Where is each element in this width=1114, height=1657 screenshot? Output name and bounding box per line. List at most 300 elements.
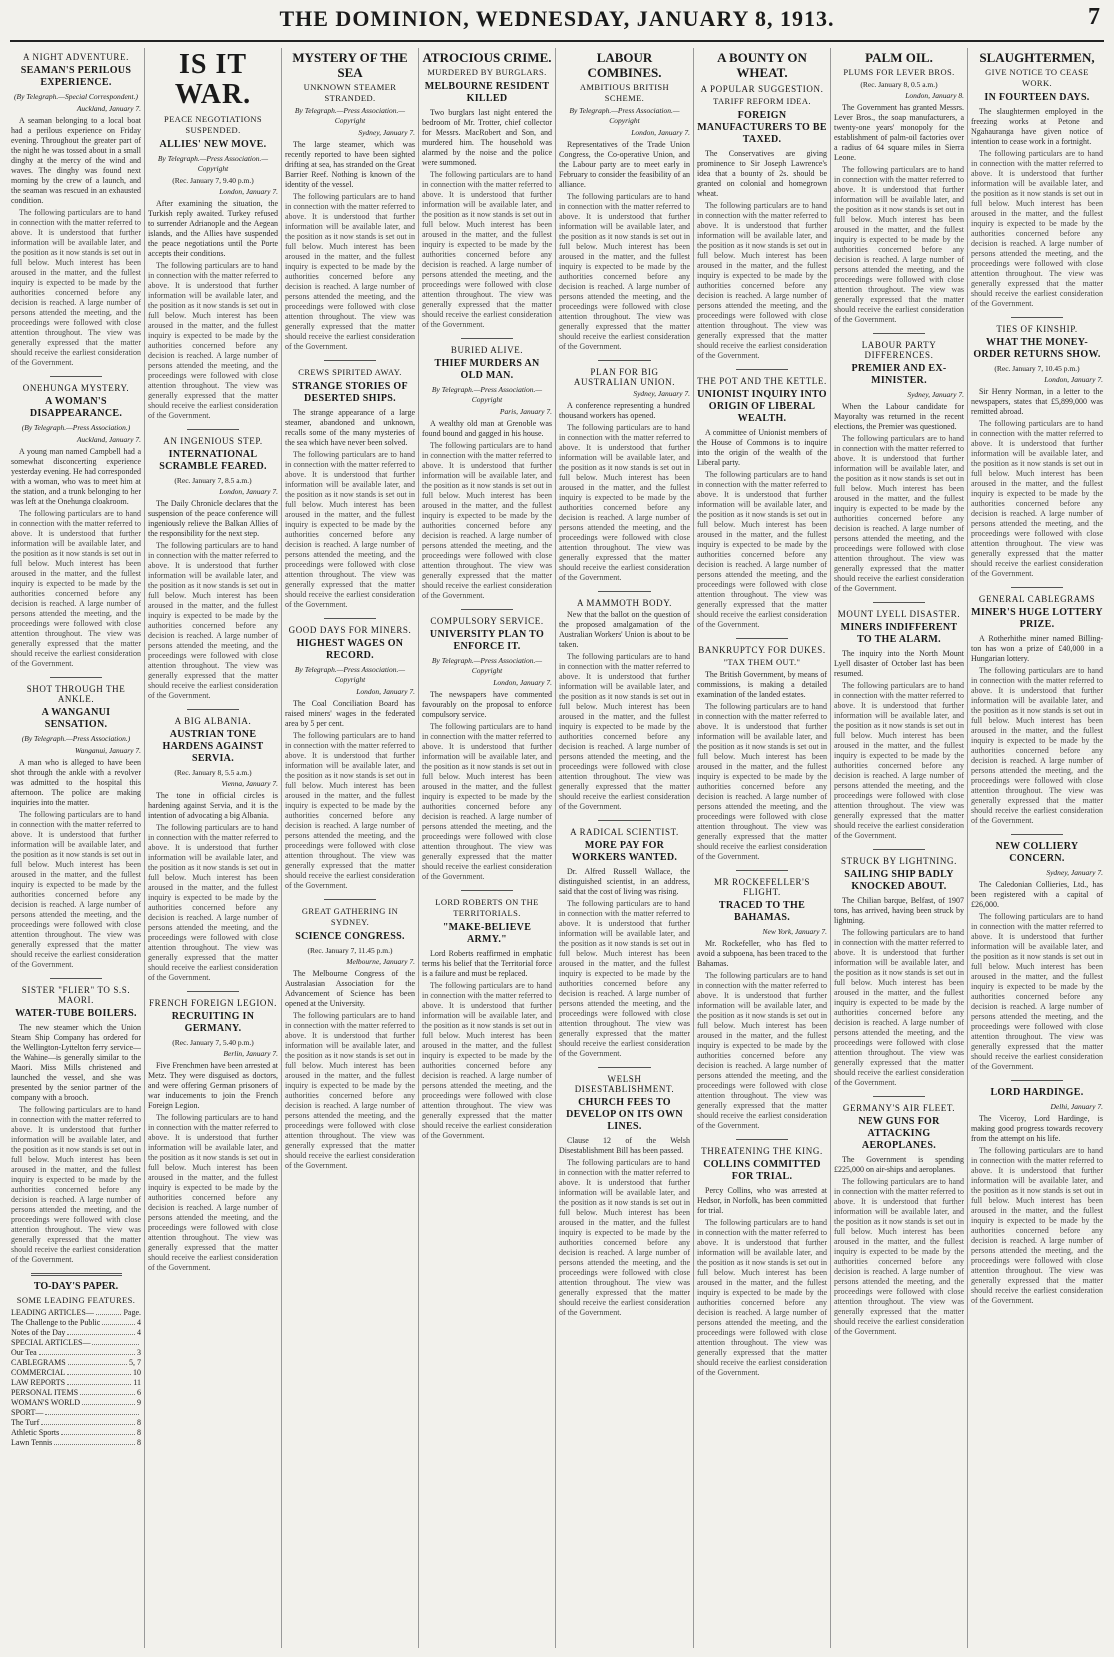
article xyxy=(285,360,415,610)
dateline: Wanganui, January 7. xyxy=(75,746,141,755)
article-body-continued: The following particulars are to hand in connection with the matter referred to above. It is understood that further information will be available later, and the position as it now stands is set out in full below. Much interest has been aroused in the matter, and the fullest inquiry is expected to be made by the authorities concerned before any decision is reached. A large number of persons attended the meeting, and the proceedings were followed with close attention throughout. The view was generally expressed that the matter should receive the earliest consideration of the Government. xyxy=(971,149,1103,308)
article xyxy=(285,618,415,891)
article-heading: CHURCH FEES TO DEVELOP ON ITS OWN LINES. xyxy=(566,1097,683,1132)
article-separator xyxy=(873,602,925,603)
article-body: The Coal Conciliation Board has raised miners' wages in the federated area by 5 per cent. xyxy=(285,699,415,728)
article-heading: PREMIER AND EX-MINISTER. xyxy=(851,363,947,386)
article-body-continued: The following particulars are to hand in connection with the matter referred to above. It is understood that further information will be available later, and the position as it now stands is set out in full below. Much interest has been aroused in the matter, and the fullest inquiry is expected to be made by the authorities concerned before any decision is reached. A large number of persons attended the meeting, and the proceedings were followed with close attention throughout. The view was generally expressed that the matter should receive the earliest consideration of the Government. xyxy=(971,666,1103,825)
article-kicker: GERMANY'S AIR FLEET. xyxy=(842,1103,956,1113)
article-body-continued: The following particulars are to hand in connection with the matter referred to above. It is understood that further information will be available later, and the position as it now stands is set out in full below. Much interest has been aroused in the matter, and the fullest inquiry is expected to be made by the authorities concerned before any decision is reached. A large number of persons attended the meeting, and the proceedings were followed with close attention throughout. The view was generally expressed that the matter should receive the earliest consideration of the Government. xyxy=(559,899,690,1058)
article-body: The tone in official circles is hardening against Servia, and it is the intention of advocating a big Albania. xyxy=(148,791,278,820)
contents-label: SPORT— xyxy=(11,1408,44,1417)
article-separator xyxy=(187,991,239,992)
article xyxy=(697,1139,827,1378)
article-kicker: COMPULSORY SERVICE. xyxy=(430,616,544,626)
article-heading: HIGHEST WAGES ON RECORD. xyxy=(296,638,404,661)
article-heading: MINER'S HUGE LOTTERY PRIZE. xyxy=(971,607,1103,630)
article-body: When the Labour candidate for Mayoralty was returned in the recent elections, the Premier was questioned. xyxy=(834,402,964,431)
article-kicker: MOUNT LYELL DISASTER. xyxy=(837,609,961,619)
wire-credit: By Telegraph.—Press Association.—Copyright xyxy=(569,106,680,125)
article xyxy=(11,376,141,669)
article-body-continued: The following particulars are to hand in connection with the matter referred to above. It is understood that further information will be available later, and the position as it now stands is set out in full below. Much interest has been aroused in the matter, and the fullest inquiry is expected to be made by the authorities concerned before any decision is reached. A large number of persons attended the meeting, and the proceedings were followed with close attention throughout. The view was generally expressed that the matter should receive the earliest consideration of the Government. xyxy=(11,810,141,969)
article-kicker: THREATENING THE KING. xyxy=(701,1146,823,1156)
article-body-continued: The following particulars are to hand in connection with the matter referred to above. It is understood that further information will be available later, and the position as it now stands is set out in full below. Much interest has been aroused in the matter, and the fullest inquiry is expected to be made by the authorities concerned before any decision is reached. A large number of persons attended the meeting, and the proceedings were followed with close attention throughout. The view was generally expressed that the matter should receive the earliest consideration of the Government. xyxy=(834,434,964,593)
article xyxy=(971,50,1103,309)
article-body-continued: The following particulars are to hand in connection with the matter referred to above. It is understood that further information will be available later, and the position as it now stands is set out in full below. Much interest has been aroused in the matter, and the fullest inquiry is expected to be made by the authorities concerned before any decision is reached. A large number of persons attended the meeting, and the proceedings were followed with close attention throughout. The view was generally expressed that the matter should receive the earliest consideration of the Government. xyxy=(422,170,552,329)
contents-row xyxy=(11,1428,141,1438)
contents-leader xyxy=(41,1418,135,1425)
article-kicker: FRENCH FOREIGN LEGION. xyxy=(149,998,277,1008)
article-body-continued: The following particulars are to hand in connection with the matter referred to above. It is understood that further information will be available later, and the position as it now stands is set out in full below. Much interest has been aroused in the matter, and the fullest inquiry is expected to be made by the authorities concerned before any decision is reached. A large number of persons attended the meeting, and the proceedings were followed with close attention throughout. The view was generally expressed that the matter should receive the earliest consideration of the Government. xyxy=(285,192,415,351)
wire-credit: By Telegraph.—Press Association.—Copyright xyxy=(431,385,543,404)
article-heading: ALLIES' NEW MOVE. xyxy=(159,139,267,150)
dateline: Auckland, January 7. xyxy=(76,104,141,113)
article-body: The Government has granted Messrs. Lever Bros., the soap manufacturers, a twenty-one years' monopoly for the establishment of palm-oil factories over a radius of 64 square miles in Sierra Leone. xyxy=(834,103,964,162)
masthead-rule xyxy=(10,40,1104,42)
article-kicker: GENERAL CABLEGRAMS xyxy=(978,594,1096,604)
contents-row xyxy=(11,1418,141,1428)
contents-row xyxy=(11,1328,141,1338)
contents-page: 8 xyxy=(137,1438,141,1447)
headline: ATROCIOUS CRIME. xyxy=(422,50,552,65)
article-body: The inquiry into the North Mount Lyell disaster of October last has been resumed. xyxy=(834,649,964,678)
headline-large: IS IT WAR. xyxy=(174,49,252,110)
article-body-continued: The following particulars are to hand in connection with the matter referred to above. It is understood that further information will be available later, and the position as it now stands is set out in full below. Much interest has been aroused in the matter, and the fullest inquiry is expected to be made by the authorities concerned before any decision is reached. A large number of persons attended the meeting, and the proceedings were followed with close attention throughout. The view was generally expressed that the matter should receive the earliest consideration of the Government. xyxy=(697,201,827,360)
contents-label: PERSONAL ITEMS xyxy=(11,1388,79,1397)
article xyxy=(148,991,278,1273)
dateline: London, January 7. xyxy=(1044,375,1103,384)
article-body: Representatives of the Trade Union Congress, the Co-operative Union, and the Labour party are to meet early in February to consider the feasibility of an alliance. xyxy=(559,140,690,189)
article-separator xyxy=(598,360,650,361)
headline: A BOUNTY ON WHEAT. xyxy=(717,50,807,80)
article-separator xyxy=(736,638,788,639)
article-body-continued: The following particulars are to hand in connection with the matter referred to above. It is understood that further information will be available later, and the position as it now stands is set out in full below. Much interest has been aroused in the matter, and the fullest inquiry is expected to be made by the authorities concerned before any decision is reached. A large number of persons attended the meeting, and the proceedings were followed with close attention throughout. The view was generally expressed that the matter should receive the earliest consideration of the Government. xyxy=(285,731,415,890)
column-6 xyxy=(694,48,831,1648)
article-body-continued: The following particulars are to hand in connection with the matter referred to above. It is understood that further information will be available later, and the position as it now stands is set out in full below. Much interest has been aroused in the matter, and the fullest inquiry is expected to be made by the authorities concerned before any decision is reached. A large number of persons attended the meeting, and the proceedings were followed with close attention throughout. The view was generally expressed that the matter should receive the earliest consideration of the Government. xyxy=(422,722,552,881)
contents-leader xyxy=(102,1318,135,1325)
article-body: Lord Roberts reaffirmed in emphatic terms his belief that the Territorial force is a failure and must be replaced. xyxy=(422,949,552,978)
subheadline: GREAT GATHERING IN SYDNEY. xyxy=(301,906,399,927)
dateline: London, January 7. xyxy=(631,128,690,137)
article-separator xyxy=(461,609,513,610)
contents-label: CABLEGRAMS xyxy=(11,1358,66,1367)
article-heading: INTERNATIONAL SCRAMBLE FEARED. xyxy=(159,449,267,472)
article-body: After examining the situation, the Turkish reply awaited. Turkey refused to surrender Adrianople and the Aegean islands, and the Allies have suspended the peace negotiations until the Porte accepts their conditions. xyxy=(148,199,278,258)
article xyxy=(148,429,278,701)
article-separator xyxy=(1011,317,1064,318)
contents-leader xyxy=(67,1368,131,1375)
subheadline: GIVE NOTICE TO CEASE WORK. xyxy=(985,67,1089,88)
headline: SLAUGHTERMEN, xyxy=(979,50,1095,65)
contents-label: Notes of the Day xyxy=(11,1328,66,1337)
article-body: The slaughtermen employed in the freezing works at Petone and Ngahauranga have given notice of intention to cease work in a fortnight. xyxy=(971,107,1103,146)
contents-label: LEADING ARTICLES— xyxy=(11,1308,94,1317)
contents-title: TO-DAY'S PAPER. xyxy=(33,1281,119,1292)
subheadline: PLUMS FOR LEVER BROS. xyxy=(843,67,955,77)
article-separator xyxy=(1011,587,1064,588)
subheadline: UNKNOWN STEAMER STRANDED. xyxy=(303,82,397,103)
article-body: New that the ballot on the question of the proposed amalgamation of the Australian Workers' Union is about to be taken. xyxy=(559,610,690,649)
contents-row xyxy=(11,1338,141,1348)
article-body-continued: The following particulars are to hand in connection with the matter referred to above. It is understood that further information will be available later, and the position as it now stands is set out in full below. Much interest has been aroused in the matter, and the fullest inquiry is expected to be made by the authorities concerned before any decision is reached. A large number of persons attended the meeting, and the proceedings were followed with close attention throughout. The view was generally expressed that the matter should receive the earliest consideration of the Government. xyxy=(148,261,278,420)
article-kicker: A BIG ALBANIA. xyxy=(174,716,252,726)
contents-leader xyxy=(67,1328,135,1335)
contents-box xyxy=(11,1273,141,1448)
article-body-continued: The following particulars are to hand in connection with the matter referred to above. It is understood that further information will be available later, and the position as it now stands is set out in full below. Much interest has been aroused in the matter, and the fullest inquiry is expected to be made by the authorities concerned before any decision is reached. A large number of persons attended the meeting, and the proceedings were followed with close attention throughout. The view was generally expressed that the matter should receive the earliest consideration of the Government. xyxy=(148,541,278,700)
article-body-continued: The following particulars are to hand in connection with the matter referred to above. It is understood that further information will be available later, and the position as it now stands is set out in full below. Much interest has been aroused in the matter, and the fullest inquiry is expected to be made by the authorities concerned before any decision is reached. A large number of persons attended the meeting, and the proceedings were followed with close attention throughout. The view was generally expressed that the matter should receive the earliest consideration of the Government. xyxy=(559,1158,690,1317)
article-body: Clause 12 of the Welsh Disestablishment Bill has been passed. xyxy=(559,1136,690,1155)
contents-row xyxy=(11,1358,141,1368)
article-body: The newspapers have commented favourably on the proposal to enforce compulsory service. xyxy=(422,690,552,719)
article-kicker: A POPULAR SUGGESTION. xyxy=(700,84,824,94)
contents-label: LAW REPORTS xyxy=(11,1378,66,1387)
article xyxy=(834,333,964,594)
contents-label: Athletic Sports xyxy=(11,1428,60,1437)
article-kicker: ONEHUNGA MYSTERY. xyxy=(22,383,130,393)
dateline: London, January 7. xyxy=(493,678,552,687)
article xyxy=(697,50,827,361)
article-kicker: PLAN FOR BIG AUSTRALIAN UNION. xyxy=(573,367,676,387)
article xyxy=(422,50,552,330)
subheadline: AMBITIOUS BRITISH SCHEME. xyxy=(579,82,670,103)
article-separator xyxy=(50,677,102,678)
article-separator xyxy=(1011,1080,1064,1081)
contents-page: Page. xyxy=(123,1308,141,1317)
article-body: The large steamer, which was recently reported to have been sighted drifting at sea, has stranded on the Great Barrier Reef. Nothing is known of the identity of the vessel. xyxy=(285,140,415,189)
column-3 xyxy=(282,48,419,1648)
article-body-continued: The following particulars are to hand in connection with the matter referred to above. It is understood that further information will be available later, and the position as it now stands is set out in full below. Much interest has been aroused in the matter, and the fullest inquiry is expected to be made by the authorities concerned before any decision is reached. A large number of persons attended the meeting, and the proceedings were followed with close attention throughout. The view was generally expressed that the matter should receive the earliest consideration of the Government. xyxy=(697,1218,827,1377)
article-body: The Daily Chronicle declares that the suspension of the peace conference will ingeniously relieve the Balkan Allies of the responsibility for the next step. xyxy=(148,499,278,538)
article-heading: A WOMAN'S DISAPPEARANCE. xyxy=(29,396,123,419)
article xyxy=(971,317,1103,579)
article-body-continued: The following particulars are to hand in connection with the matter referred to above. It is understood that further information will be available later, and the position as it now stands is set out in full below. Much interest has been aroused in the matter, and the fullest inquiry is expected to be made by the authorities concerned before any decision is reached. A large number of persons attended the meeting, and the proceedings were followed with close attention throughout. The view was generally expressed that the matter should receive the earliest consideration of the Government. xyxy=(971,912,1103,1071)
article-kicker: GOOD DAYS FOR MINERS. xyxy=(288,625,412,635)
article-heading: STRANGE STORIES OF DESERTED SHIPS. xyxy=(292,381,408,404)
article-body-continued: The following particulars are to hand in connection with the matter referred to above. It is understood that further information will be available later, and the position as it now stands is set out in full below. Much interest has been aroused in the matter, and the fullest inquiry is expected to be made by the authorities concerned before any decision is reached. A large number of persons attended the meeting, and the proceedings were followed with close attention throughout. The view was generally expressed that the matter should receive the earliest consideration of the Government. xyxy=(697,702,827,861)
dateline: Melbourne, January 7. xyxy=(346,957,415,966)
article xyxy=(11,978,141,1265)
article xyxy=(148,50,278,421)
article-body-continued: The following particulars are to hand in connection with the matter referred to above. It is understood that further information will be available later, and the position as it now stands is set out in full below. Much interest has been aroused in the matter, and the fullest inquiry is expected to be made by the authorities concerned before any decision is reached. A large number of persons attended the meeting, and the proceedings were followed with close attention throughout. The view was generally expressed that the matter should receive the earliest consideration of the Government. xyxy=(11,509,141,668)
article-body: The British Government, by means of commissions, is making a detailed examination of the landed estates. xyxy=(697,670,827,699)
subheadline: "TAX THEM OUT." xyxy=(723,657,801,667)
article-separator xyxy=(1011,834,1064,835)
article-separator xyxy=(50,978,102,979)
dateline: London, January 7. xyxy=(219,487,278,496)
contents-row xyxy=(11,1408,141,1418)
article-separator xyxy=(736,870,788,871)
article xyxy=(834,50,964,325)
article-kicker: AN INGENIOUS STEP. xyxy=(163,436,263,446)
contents-page: 6 xyxy=(137,1388,141,1397)
article-separator xyxy=(598,591,650,592)
subheadline: PEACE NEGOTIATIONS SUSPENDED. xyxy=(163,114,263,135)
subheadline: LORD ROBERTS ON THE TERRITORIALS. xyxy=(435,897,539,918)
contents-leader xyxy=(61,1428,135,1435)
article-separator xyxy=(873,333,925,334)
contents-leader xyxy=(92,1338,139,1345)
contents-page: 3 xyxy=(137,1348,141,1357)
article-kicker: BANKRUPTCY FOR DUKES. xyxy=(698,645,826,655)
article-kicker: A RADICAL SCIENTIST. xyxy=(570,827,679,837)
article-separator xyxy=(50,376,102,377)
article xyxy=(834,602,964,841)
article-separator xyxy=(461,338,513,339)
article xyxy=(11,677,141,970)
article-heading: UNIONIST INQUIRY INTO ORIGIN OF LIBERAL WEALTH. xyxy=(697,389,827,424)
masthead xyxy=(0,0,1114,46)
article-body: Mr. Rockefeller, who has fled to avoid a subpoena, has been traced to the Bahamas. xyxy=(697,939,827,968)
received-time: (Rec. January 7, 9.40 p.m.) xyxy=(172,176,254,185)
article-separator xyxy=(324,899,376,900)
article xyxy=(559,1067,690,1318)
column-2 xyxy=(145,48,282,1648)
article-body: A young man named Campbell had a somewhat disconcerting experience yesterday evening. He had corresponded with a woman, who was to meet him at the station, and a trunk belonging to her was left at the Onehunga cloakroom. xyxy=(11,447,141,506)
article-body-continued: The following particulars are to hand in connection with the matter referred to above. It is understood that further information will be available later, and the position as it now stands is set out in full below. Much interest has been aroused in the matter, and the fullest inquiry is expected to be made by the authorities concerned before any decision is reached. A large number of persons attended the meeting, and the proceedings were followed with close attention throughout. The view was generally expressed that the matter should receive the earliest consideration of the Government. xyxy=(422,981,552,1140)
article-heading: COLLINS COMMITTED FOR TRIAL. xyxy=(703,1159,821,1182)
article-heading: MINERS INDIFFERENT TO THE ALARM. xyxy=(840,622,958,645)
article-body: Sir Henry Norman, in a letter to the newspapers, states that £5,899,000 was remitted abroad. xyxy=(971,387,1103,416)
article-body: The Melbourne Congress of the Australasian Association for the Advancement of Science has been opened at the University. xyxy=(285,969,415,1008)
article-heading: SEAMAN'S PERILOUS EXPERIENCE. xyxy=(20,65,132,88)
wire-credit: (By Telegraph.—Press Association.) xyxy=(21,734,131,743)
article-kicker: A NIGHT ADVENTURE. xyxy=(23,52,129,62)
article-kicker: A MAMMOTH BODY. xyxy=(576,598,673,608)
contents-row xyxy=(11,1388,141,1398)
contents-subtitle: SOME LEADING FEATURES. xyxy=(16,1295,136,1305)
article-heading: WHAT THE MONEY-ORDER RETURNS SHOW. xyxy=(973,337,1101,360)
article xyxy=(834,849,964,1088)
contents-page: 4 xyxy=(137,1328,141,1337)
article xyxy=(285,50,415,352)
dateline: London, January 8. xyxy=(905,91,964,100)
article xyxy=(559,360,690,583)
dateline: Berlin, January 7. xyxy=(223,1049,278,1058)
received-time: (Rec. January 7, 11.45 p.m.) xyxy=(307,946,393,955)
article-separator xyxy=(324,618,376,619)
article xyxy=(834,1096,964,1337)
article-heading: TRACED TO THE BAHAMAS. xyxy=(718,900,806,923)
wire-credit: (By Telegraph.—Special Correspondent.) xyxy=(13,92,138,101)
article xyxy=(971,1080,1103,1306)
contents-leader xyxy=(45,1408,139,1415)
article xyxy=(11,52,141,368)
article-body-continued: The following particulars are to hand in connection with the matter referred to above. It is understood that further information will be available later, and the position as it now stands is set out in full below. Much interest has been aroused in the matter, and the fullest inquiry is expected to be made by the authorities concerned before any decision is reached. A large number of persons attended the meeting, and the proceedings were followed with close attention throughout. The view was generally expressed that the matter should receive the earliest consideration of the Government. xyxy=(834,165,964,324)
article xyxy=(422,338,552,601)
article-body-continued: The following particulars are to hand in connection with the matter referred to above. It is understood that further information will be available later, and the position as it now stands is set out in full below. Much interest has been aroused in the matter, and the fullest inquiry is expected to be made by the authorities concerned before any decision is reached. A large number of persons attended the meeting, and the proceedings were followed with close attention throughout. The view was generally expressed that the matter should receive the earliest consideration of the Government. xyxy=(422,441,552,600)
article-separator xyxy=(187,429,239,430)
wire-credit: (By Telegraph.—Press Association.) xyxy=(21,423,131,432)
article-body: Dr. Alfred Russell Wallace, the distinguished scientist, in an address, said that the cost of living was rising. xyxy=(559,867,690,896)
contents-leader xyxy=(39,1348,135,1355)
column-5 xyxy=(556,48,694,1648)
article xyxy=(559,50,690,352)
dateline: Vienna, January 7. xyxy=(221,779,278,788)
contents-leader xyxy=(54,1438,135,1445)
contents-leader xyxy=(80,1388,135,1395)
article-heading: SCIENCE CONGRESS. xyxy=(295,931,405,942)
wire-credit: By Telegraph.—Press Association.—Copyright xyxy=(294,665,406,684)
article-heading: SAILING SHIP BADLY KNOCKED ABOUT. xyxy=(844,869,954,892)
article-kicker: THE POT AND THE KETTLE. xyxy=(697,376,827,386)
wire-credit: By Telegraph.—Press Association.—Copyright xyxy=(431,656,543,675)
article-body-continued: The following particulars are to hand in connection with the matter referred to above. It is understood that further information will be available later, and the position as it now stands is set out in full below. Much interest has been aroused in the matter, and the fullest inquiry is expected to be made by the authorities concerned before any decision is reached. A large number of persons attended the meeting, and the proceedings were followed with close attention throughout. The view was generally expressed that the matter should receive the earliest consideration of the Government. xyxy=(148,1113,278,1272)
received-time: (Rec. January 7, 5.40 p.m.) xyxy=(172,1038,254,1047)
article-kicker: MR ROCKEFELLER'S FLIGHT. xyxy=(714,877,810,897)
contents-page: 10 xyxy=(133,1368,141,1377)
article-body-continued: The following particulars are to hand in connection with the matter referred to above. It is understood that further information will be available later, and the position as it now stands is set out in full below. Much interest has been aroused in the matter, and the fullest inquiry is expected to be made by the authorities concerned before any decision is reached. A large number of persons attended the meeting, and the proceedings were followed with close attention throughout. The view was generally expressed that the matter should receive the earliest consideration of the Government. xyxy=(834,681,964,840)
article-body-continued: The following particulars are to hand in connection with the matter referred to above. It is understood that further information will be available later, and the position as it now stands is set out in full below. Much interest has been aroused in the matter, and the fullest inquiry is expected to be made by the authorities concerned before any decision is reached. A large number of persons attended the meeting, and the proceedings were followed with close attention throughout. The view was generally expressed that the matter should receive the earliest consideration of the Government. xyxy=(285,450,415,609)
subheadline: CREWS SPIRITED AWAY. xyxy=(298,367,402,377)
article xyxy=(971,834,1103,1072)
article-separator xyxy=(598,820,650,821)
contents-row xyxy=(11,1318,141,1328)
article-body: A conference representing a hundred thousand workers has opened. xyxy=(559,401,690,420)
contents-page: 5, 7 xyxy=(129,1358,141,1367)
article-body: Five Frenchmen have been arrested at Metz. They were disguised as doctors, and were offering German prisoners of war inducements to join the French Foreign Legion. xyxy=(148,1061,278,1110)
contents-label: The Turf xyxy=(11,1418,40,1427)
contents-row xyxy=(11,1378,141,1388)
article-body: The new steamer which the Union Steam Ship Company has ordered for the Wellington-Lyttelton ferry service—the Wahine—is generally similar to the Maori. Miss Mills christened and launched the vessel, and she was presented by the senior partner of the company with a brooch. xyxy=(11,1023,141,1102)
contents-page: 9 xyxy=(137,1398,141,1407)
article-kicker: TIES OF KINSHIP. xyxy=(996,324,1078,334)
dateline: Sydney, January 7. xyxy=(358,128,415,137)
dateline: New York, January 7. xyxy=(762,927,827,936)
wire-credit: By Telegraph.—Press Association.—Copyright xyxy=(157,154,269,173)
contents-row xyxy=(11,1438,141,1448)
headline: MYSTERY OF THE SEA xyxy=(292,50,408,80)
article xyxy=(285,899,415,1171)
article-body-continued: The following particulars are to hand in connection with the matter referred to above. It is understood that further information will be available later, and the position as it now stands is set out in full below. Much interest has been aroused in the matter, and the fullest inquiry is expected to be made by the authorities concerned before any decision is reached. A large number of persons attended the meeting, and the proceedings were followed with close attention throughout. The view was generally expressed that the matter should receive the earliest consideration of the Government. xyxy=(148,823,278,982)
article-body: The Government is spending £225,000 on air-ships and aeroplanes. xyxy=(834,1155,964,1174)
headline: LABOUR COMBINES. xyxy=(587,50,662,80)
subheadline: MURDERED BY BURGLARS. xyxy=(427,67,547,77)
article-kicker: BURIED ALIVE. xyxy=(450,345,524,355)
article-separator xyxy=(736,1139,788,1140)
received-time: (Rec. January 7, 8.5 a.m.) xyxy=(174,476,252,485)
contents-page: 4 xyxy=(137,1318,141,1327)
article-heading: THIEF MURDERS AN OLD MAN. xyxy=(434,358,540,381)
column-7 xyxy=(831,48,968,1648)
article-separator xyxy=(736,369,788,370)
contents-leader xyxy=(96,1308,122,1315)
article-kicker: LABOUR PARTY DIFFERENCES. xyxy=(861,340,937,360)
dateline: Sydney, January 7. xyxy=(907,390,964,399)
article-heading: AUSTRIAN TONE HARDENS AGAINST SERVIA. xyxy=(162,729,264,764)
article-heading: MELBOURNE RESIDENT KILLED xyxy=(424,81,550,104)
dateline: Sydney, January 7. xyxy=(633,389,690,398)
article xyxy=(697,638,827,862)
contents-row xyxy=(11,1368,141,1378)
article-body: A seaman belonging to a local boat had a perilous experience on Friday evening. Throughout the greater part of the night he was tossed about in a small dinghy at the mercy of the wind and waves. The dinghy was found next morning by the crew of a launch, and the seaman was rescued in an exhausted condition. xyxy=(11,116,141,205)
article xyxy=(422,890,552,1141)
article-heading: LORD HARDINGE. xyxy=(990,1087,1084,1098)
article-body: A committee of Unionist members of the House of Commons is to inquire into the origin of the wealth of the Liberal party. xyxy=(697,428,827,467)
article-heading: A WANGANUI SENSATION. xyxy=(41,707,111,730)
dateline: London, January 7. xyxy=(219,187,278,196)
article-body: The strange appearance of a large steamer, abandoned and unknown, recalls some of the many mysteries of the sea which have never been solved. xyxy=(285,408,415,447)
article-body: A wealthy old man at Grenoble was found bound and gagged in his house. xyxy=(422,419,552,438)
dateline: London, January 7. xyxy=(356,687,415,696)
headline: PALM OIL. xyxy=(865,50,933,65)
article-body-continued: The following particulars are to hand in connection with the matter referred to above. It is understood that further information will be available later, and the position as it now stands is set out in full below. Much interest has been aroused in the matter, and the fullest inquiry is expected to be made by the authorities concerned before any decision is reached. A large number of persons attended the meeting, and the proceedings were followed with close attention throughout. The view was generally expressed that the matter should receive the earliest consideration of the Government. xyxy=(971,419,1103,578)
contents-label: Our Tea xyxy=(11,1348,37,1357)
article-heading: NEW GUNS FOR ATTACKING AEROPLANES. xyxy=(858,1116,940,1151)
contents-page: 8 xyxy=(137,1428,141,1437)
article xyxy=(971,587,1103,826)
article-separator xyxy=(461,890,513,891)
article-body-continued: The following particulars are to hand in connection with the matter referred to above. It is understood that further information will be available later, and the position as it now stands is set out in full below. Much interest has been aroused in the matter, and the fullest inquiry is expected to be made by the authorities concerned before any decision is reached. A large number of persons attended the meeting, and the proceedings were followed with close attention throughout. The view was generally expressed that the matter should receive the earliest consideration of the Government. xyxy=(11,1105,141,1264)
article-body: The Viceroy, Lord Hardinge, is making good progress towards recovery from the attempt on his life. xyxy=(971,1114,1103,1143)
article-heading: RECRUITING IN GERMANY. xyxy=(171,1011,255,1034)
contents-label: WOMAN'S WORLD xyxy=(11,1398,81,1407)
article-heading: "MAKE-BELIEVE ARMY." xyxy=(442,922,532,945)
article-heading: IN FOURTEEN DAYS. xyxy=(984,92,1090,103)
contents-label: The Challenge to the Public xyxy=(11,1318,101,1327)
dateline: Sydney, January 7. xyxy=(1046,868,1103,877)
column-4 xyxy=(419,48,556,1648)
article-body-continued: The following particulars are to hand in connection with the matter referred to above. It is understood that further information will be available later, and the position as it now stands is set out in full below. Much interest has been aroused in the matter, and the fullest inquiry is expected to be made by the authorities concerned before any decision is reached. A large number of persons attended the meeting, and the proceedings were followed with close attention throughout. The view was generally expressed that the matter should receive the earliest consideration of the Government. xyxy=(834,1177,964,1336)
article-heading: NEW COLLIERY CONCERN. xyxy=(995,841,1079,864)
contents-leader xyxy=(68,1358,127,1365)
article-kicker: SISTER "FLIER" TO S.S. MAORI. xyxy=(21,985,131,1005)
newspaper-title: THE DOMINION, WEDNESDAY, JANUARY 8, 1913. xyxy=(279,6,835,31)
article-heading: MORE PAY FOR WORKERS WANTED. xyxy=(571,840,678,863)
contents-leader xyxy=(67,1378,131,1385)
contents-page: 8 xyxy=(137,1418,141,1427)
received-time: (Rec. January 8, 0.5 a.m.) xyxy=(860,80,938,89)
subheadline: TARIFF REFORM IDEA. xyxy=(713,96,811,106)
article-body: Two burglars last night entered the bedroom of Mr. Trotter, chief collector for Messrs. MacRobert and Son, and murdered him. The household was alarmed by the noise and the police were summoned. xyxy=(422,108,552,167)
article-body-continued: The following particulars are to hand in connection with the matter referred to above. It is understood that further information will be available later, and the position as it now stands is set out in full below. Much interest has been aroused in the matter, and the fullest inquiry is expected to be made by the authorities concerned before any decision is reached. A large number of persons attended the meeting, and the proceedings were followed with close attention throughout. The view was generally expressed that the matter should receive the earliest consideration of the Government. xyxy=(559,192,690,351)
article-body: The Chilian barque, Belfast, of 1907 tons, has arrived, having been struck by lightning. xyxy=(834,896,964,925)
article-body: Percy Collins, who was arrested at Hedsor, in Norfolk, has been committed for trial. xyxy=(697,1186,827,1215)
article-body-continued: The following particulars are to hand in connection with the matter referred to above. It is understood that further information will be available later, and the position as it now stands is set out in full below. Much interest has been aroused in the matter, and the fullest inquiry is expected to be made by the authorities concerned before any decision is reached. A large number of persons attended the meeting, and the proceedings were followed with close attention throughout. The view was generally expressed that the matter should receive the earliest consideration of the Government. xyxy=(697,470,827,629)
article-body: The Conservatives are giving prominence to Sir Joseph Lawrence's idea that a bounty of 2s. should be granted on colonial and homegrown wheat. xyxy=(697,149,827,198)
article xyxy=(559,820,690,1059)
article xyxy=(422,609,552,882)
article-body-continued: The following particulars are to hand in connection with the matter referred to above. It is understood that further information will be available later, and the position as it now stands is set out in full below. Much interest has been aroused in the matter, and the fullest inquiry is expected to be made by the authorities concerned before any decision is reached. A large number of persons attended the meeting, and the proceedings were followed with close attention throughout. The view was generally expressed that the matter should receive the earliest consideration of the Government. xyxy=(834,928,964,1087)
article xyxy=(697,369,827,630)
columns xyxy=(8,48,1106,1648)
article-body-continued: The following particulars are to hand in connection with the matter referred to above. It is understood that further information will be available later, and the position as it now stands is set out in full below. Much interest has been aroused in the matter, and the fullest inquiry is expected to be made by the authorities concerned before any decision is reached. A large number of persons attended the meeting, and the proceedings were followed with close attention throughout. The view was generally expressed that the matter should receive the earliest consideration of the Government. xyxy=(559,423,690,582)
received-time: (Rec. January 7, 10.45 p.m.) xyxy=(994,364,1080,373)
article-body: A man who is alleged to have been shot through the ankle with a revolver was admitted to the hospital this afternoon. The police are making inquiries into the matter. xyxy=(11,758,141,807)
contents-row xyxy=(11,1308,141,1318)
page-number: 7 xyxy=(1088,4,1100,30)
contents-page: 11 xyxy=(133,1378,141,1387)
article-heading: FOREIGN MANUFACTURERS TO BE TAXED. xyxy=(697,110,827,145)
contents-label: COMMERCIAL xyxy=(11,1368,66,1377)
article-separator xyxy=(873,849,925,850)
article xyxy=(559,591,690,812)
article-kicker: WELSH DISESTABLISHMENT. xyxy=(574,1074,675,1094)
article-body-continued: The following particulars are to hand in connection with the matter referred to above. It is understood that further information will be available later, and the position as it now stands is set out in full below. Much interest has been aroused in the matter, and the fullest inquiry is expected to be made by the authorities concerned before any decision is reached. A large number of persons attended the meeting, and the proceedings were followed with close attention throughout. The view was generally expressed that the matter should receive the earliest consideration of the Government. xyxy=(559,652,690,811)
article-separator xyxy=(187,709,239,710)
wire-credit: By Telegraph.—Press Association.—Copyright xyxy=(294,106,406,125)
column-8 xyxy=(968,48,1106,1648)
article-body-continued: The following particulars are to hand in connection with the matter referred to above. It is understood that further information will be available later, and the position as it now stands is set out in full below. Much interest has been aroused in the matter, and the fullest inquiry is expected to be made by the authorities concerned before any decision is reached. A large number of persons attended the meeting, and the proceedings were followed with close attention throughout. The view was generally expressed that the matter should receive the earliest consideration of the Government. xyxy=(285,1011,415,1170)
dateline: Delhi, January 7. xyxy=(1050,1102,1103,1111)
dateline: Auckland, January 7. xyxy=(76,435,141,444)
contents-leader xyxy=(82,1398,135,1405)
article xyxy=(148,709,278,983)
article-body-continued: The following particulars are to hand in connection with the matter referred to above. It is understood that further information will be available later, and the position as it now stands is set out in full below. Much interest has been aroused in the matter, and the fullest inquiry is expected to be made by the authorities concerned before any decision is reached. A large number of persons attended the meeting, and the proceedings were followed with close attention throughout. The view was generally expressed that the matter should receive the earliest consideration of the Government. xyxy=(697,971,827,1130)
column-1 xyxy=(8,48,145,1648)
article-body-continued: The following particulars are to hand in connection with the matter referred to above. It is understood that further information will be available later, and the position as it now stands is set out in full below. Much interest has been aroused in the matter, and the fullest inquiry is expected to be made by the authorities concerned before any decision is reached. A large number of persons attended the meeting, and the proceedings were followed with close attention throughout. The view was generally expressed that the matter should receive the earliest consideration of the Government. xyxy=(971,1146,1103,1305)
contents-separator xyxy=(31,1273,122,1276)
received-time: (Rec. January 8, 5.5 a.m.) xyxy=(174,768,252,777)
